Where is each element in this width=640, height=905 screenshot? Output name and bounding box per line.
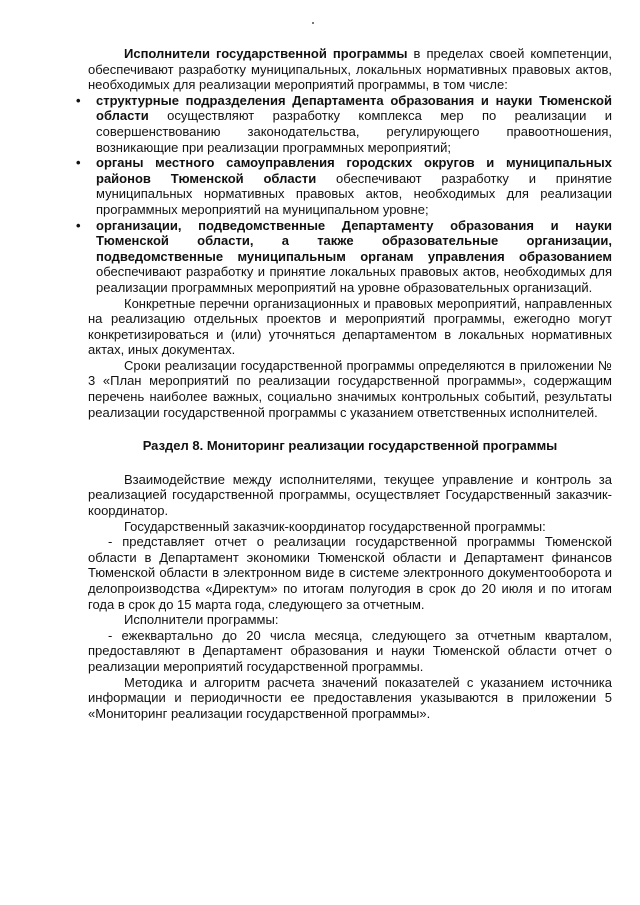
list-item-bold: структурные подразделения Департамента образования и науки Тюменской области — [96, 92, 612, 124]
executors-item: - ежеквартально до 20 числа месяца, следующего за отчетным кварталом, предоставляют в Департамент образования и науки Тюменской области отчет о реализации мероприятий государственной программы. — [88, 627, 612, 674]
list-item — [76, 217, 612, 296]
intro-lead-bold: Исполнители государственной программы — [124, 46, 408, 61]
intro-paragraph — [88, 46, 612, 93]
document-body — [76, 46, 613, 721]
intro-lead-rest: в пределах своей компетенции, обеспечивают разработку муниципальных, локальных нормативных правовых актов, необходимых для реализации мероприятий программы, в том числе: — [88, 46, 613, 93]
list-item-text: обеспечивают разработку и принятие локальных правовых актов, необходимых для реализации программных мероприятий на уровне образовательных организаций. — [96, 264, 612, 295]
interaction-paragraph: Взаимодействие между исполнителями, текущее управление и контроль за реализацией государственной программы, осуществляет Государственный заказчик-координатор. — [88, 471, 612, 519]
list-item-text: обеспечивают разработку и принятие муниципальных нормативных правовых актов, необходимых для реализации программных мероприятий на муниципальном уровне; — [96, 170, 612, 217]
bullet-icon: • — [76, 217, 81, 233]
terms-paragraph: Сроки реализации государственной программы определяются в приложении № 3 «План мероприятий по реализации государственной программы», содержащим перечень наиболее важных, социально значимых контрольных событий, результаты реализации государственной программы с указанием ответственных исполнителей. — [88, 357, 612, 420]
list-item-text: осуществляют разработку комплекса мер по реализации и совершенствованию законодательства, регулирующего правоотношения, возникающие при реализации программных мероприятий; — [96, 108, 612, 155]
executors-label: Исполнители программы: — [124, 612, 279, 628]
customer-label: Государственный заказчик-координатор государственной программы: — [124, 518, 546, 534]
section-heading: Раздел 8. Мониторинг реализации государственной программы — [142, 438, 558, 454]
list-item-bold: организации, подведомственные Департаменту образования и науки Тюменской области, а также образовательные организации, подведомственные муниципальным органам управления образованием — [96, 217, 612, 264]
list-item — [76, 155, 612, 217]
bullet-icon: • — [76, 92, 81, 108]
bullet-icon: • — [76, 155, 81, 171]
methodology-paragraph: Методика и алгоритм расчета значений показателей с указанием источника информации и периодичности ее предоставления указываются в приложении 5 «Мониторинг реализации государственной программы». — [88, 674, 612, 721]
scan-speck — [312, 22, 314, 24]
list-item — [76, 92, 612, 155]
specific-lists-paragraph: Конкретные перечни организационных и правовых мероприятий, направленных на реализацию отдельных проектов и мероприятий программы, ежегодно могут конкретизироваться и (или) уточняться департаментом в локальных нормативных актах, иных документах. — [88, 295, 612, 358]
executors-list — [76, 92, 612, 296]
customer-item: - представляет отчет о реализации государственной программы Тюменской области в Департамент экономики Тюменской области и Департамент финансов Тюменской области в электронном виде в системе электронного документооборота и делопроизводства «Директум» по итогам полугодия в срок до 20 июля и по итогам года в срок до 15 марта года, следующего за отчетным. — [88, 534, 612, 612]
list-item-bold: органы местного самоуправления городских округов и муниципальных районов Тюменской области — [96, 155, 612, 186]
